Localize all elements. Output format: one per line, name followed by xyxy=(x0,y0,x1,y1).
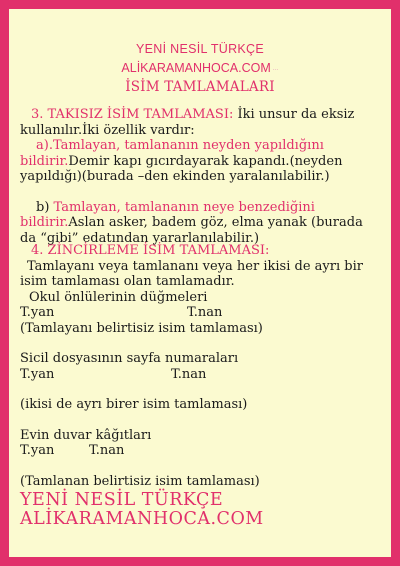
section-4-desc-2: isim tamlaması olan tamlamadır. xyxy=(20,274,235,289)
example-1-roles xyxy=(20,305,388,321)
section-3-b-label: b) xyxy=(36,199,50,215)
example-1-tnan: T.nan xyxy=(187,305,223,320)
example-2-note: (ikisi de ayrı birer isim tamlaması) xyxy=(20,397,248,412)
section-3-b-line-2 xyxy=(20,215,388,231)
example-2-tyan: T.yan xyxy=(20,366,55,382)
header-site-text: ALİKARAMANHOCA.COM xyxy=(121,61,271,75)
example-2-phrase: Sicil dosyasının sayfa numaraları xyxy=(20,351,239,366)
header-brand-line: YENİ NESİL TÜRKÇE xyxy=(135,42,265,56)
section-3-a-note: yapıldığı)(burada –den ekinden yaralanılabilir.) xyxy=(20,169,330,184)
footer-site: ALİKARAMANHOCA.COM xyxy=(20,509,264,529)
section-3-b-heading: Tamlayan, tamlananın neye benzediğini xyxy=(53,199,315,215)
footer-brand: YENİ NESİL TÜRKÇE xyxy=(20,490,224,510)
section-3-b-example: Aslan asker, badem göz, elma yanak (burada xyxy=(68,215,363,230)
example-2-roles xyxy=(20,367,388,383)
section-3-a-heading: a).Tamlayan, tamlananın neyden yapıldığını xyxy=(36,138,324,153)
example-3-tyan: T.yan xyxy=(20,443,55,458)
section-3-a-example: Demir kapı gıcırdayarak kapandı.(neyden xyxy=(68,153,343,169)
example-3-roles xyxy=(20,443,388,459)
section-3-a-line-2 xyxy=(20,154,388,170)
section-3-intro-b: kullanılır.İki özellik vardır: xyxy=(20,122,195,138)
page-title: İSİM TAMLAMALARI xyxy=(125,79,275,95)
header-site-line xyxy=(9,61,391,75)
section-4 xyxy=(20,243,388,489)
section-3-title: 3. TAKISIZ İSİM TAMLAMASI: xyxy=(31,107,234,122)
example-3-phrase: Evin duvar kâğıtları xyxy=(20,427,152,443)
example-1-phrase: Okul önlülerinin düğmeleri xyxy=(29,289,208,305)
example-1-note: (Tamlayanı belirtisiz isim tamlaması) xyxy=(20,320,263,336)
content-page xyxy=(9,9,391,557)
section-3-b-heading-end: bildirir. xyxy=(20,215,69,230)
section-4-desc-1: Tamlayanı veya tamlananı veya her ikisi de ayrı bir xyxy=(27,258,363,274)
section-3-b-note: da “gibi” edatından yararlanılabilir.) xyxy=(20,230,260,246)
example-2-tnan: T.nan xyxy=(171,366,207,382)
section-3-title-line xyxy=(20,107,388,123)
example-3-tnan: T.nan xyxy=(89,443,125,458)
section-3-a-heading-end: bildirir. xyxy=(20,153,69,169)
example-1-tyan: T.yan xyxy=(20,305,55,320)
section-3-b-line-1 xyxy=(20,200,388,216)
section-3 xyxy=(20,107,388,246)
example-3-note: (Tamlanan belirtisiz isim tamlaması) xyxy=(20,473,260,489)
section-4-title: 4. ZİNCİRLEME İSİM TAMLAMASI: xyxy=(31,243,270,258)
section-3-intro-a: İki unsur da eksiz xyxy=(237,107,355,122)
header-site-small: ... xyxy=(272,65,279,73)
